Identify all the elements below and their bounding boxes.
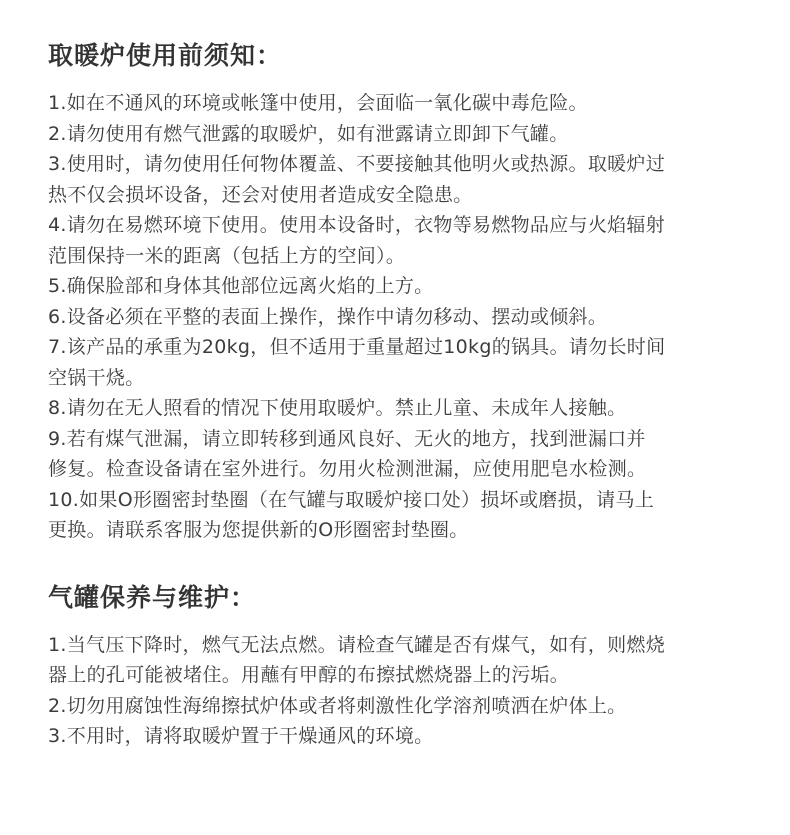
usage-line: 4.请勿在易燃环境下使用。使用本设备时，衣物等易燃物品应与火焰辐射 — [48, 214, 666, 236]
usage-line: 1.如在不通风的环境或帐篷中使用，会面临一氧化碳中毒危险。 — [48, 92, 588, 114]
usage-line: 2.请勿使用有燃气泄露的取暖炉，如有泄露请立即卸下气罐。 — [48, 122, 569, 145]
section-spacer — [48, 546, 750, 580]
usage-line: 3.使用时，请勿使用任何物体覆盖、不要接触其他明火或热源。取暖炉过 — [48, 153, 666, 175]
usage-line: 热不仅会损坏设备，还会对使用者造成安全隐患。 — [48, 183, 473, 206]
usage-line: 空锅干烧。 — [48, 366, 145, 389]
maintenance-line: 2.切勿用腐蚀性海绵擦拭炉体或者将刺激性化学溶剂喷洒在炉体上。 — [48, 694, 627, 717]
usage-line: 6.设备必须在平整的表面上操作，操作中请勿移动、摆动或倾斜。 — [48, 305, 608, 328]
usage-line: 5.确保脸部和身体其他部位远离火焰的上方。 — [48, 275, 434, 297]
maintenance-line: 1.当气压下降时，燃气无法点燃。请检查气罐是否有煤气，如有，则燃烧 — [48, 633, 666, 656]
maintenance-line: 器上的孔可能被堵住。用蘸有甲醇的布擦拭燃烧器上的污垢。 — [48, 664, 570, 686]
usage-line: 修复。检查设备请在室外进行。勿用火检测泄漏，应使用肥皂水检测。 — [48, 458, 647, 480]
usage-line: 范围保持一米的距离（包括上方的空间）。 — [48, 244, 406, 267]
usage-line: 8.请勿在无人照看的情况下使用取暖炉。禁止儿童、未成年人接触。 — [48, 397, 627, 419]
maintenance-title: 气罐保养与维护： — [48, 582, 257, 612]
usage-line: 9.若有煤气泄漏，请立即转移到通风良好、无火的地方，找到泄漏口并 — [48, 427, 646, 450]
usage-line: 10.如果O形圈密封垫圈（在气罐与取暖炉接口处）损坏或磨损，请马上 — [48, 488, 655, 511]
usage-line: 7.该产品的承重为20kg，但不适用于重量超过10kg的锅具。请勿长时间 — [48, 336, 666, 358]
usage-notice-list — [48, 88, 750, 546]
maintenance-list — [48, 630, 750, 752]
usage-notice-title: 取暖炉使用前须知： — [48, 41, 283, 70]
usage-line: 更换。请联系客服为您提供新的O形圈密封垫圈。 — [48, 519, 469, 541]
maintenance-line: 3.不用时，请将取暖炉置于干燥通风的环境。 — [48, 725, 434, 747]
